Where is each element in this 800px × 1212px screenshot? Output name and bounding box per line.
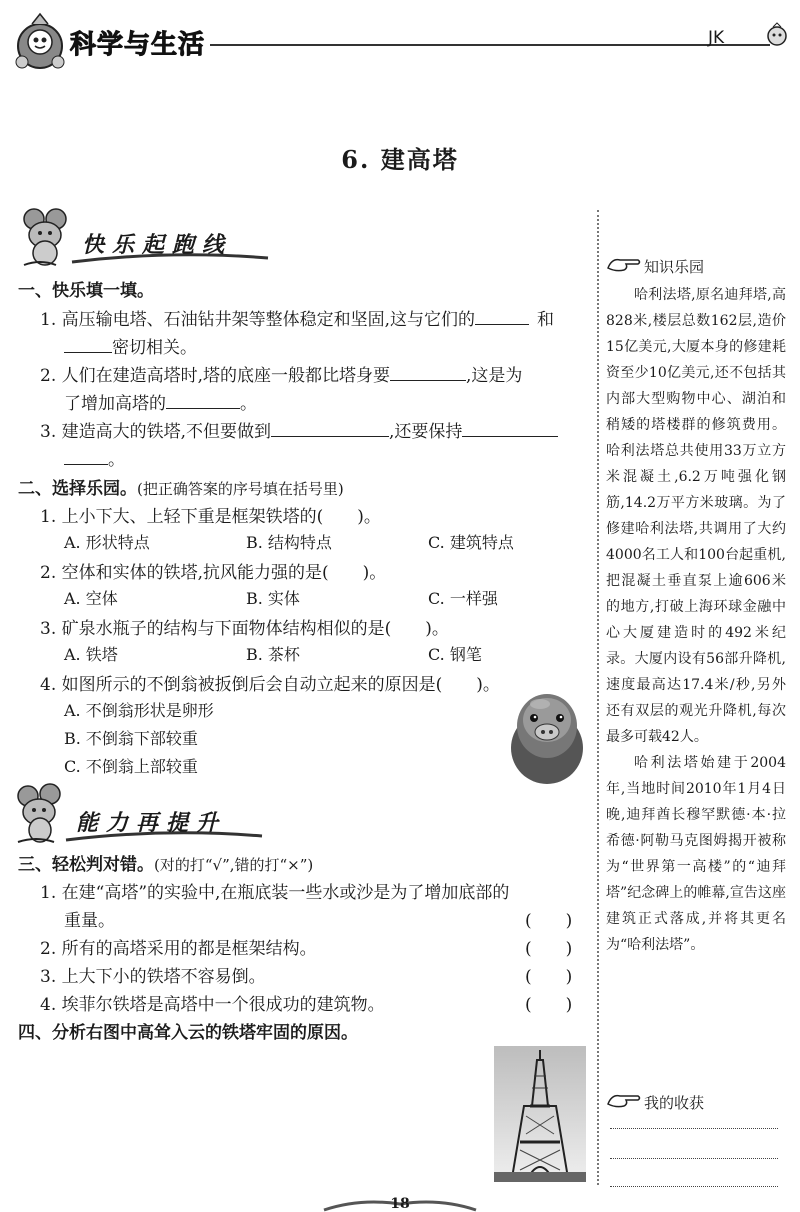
mascot-small-icon xyxy=(764,22,790,48)
tumbler-toy-icon xyxy=(506,690,588,786)
knowledge-para-2: 哈利法塔始建于2004年,当地时间2010年1月4日晚,迪拜酋长穆罕默德·本·拉希德·阿勒马克图姆揭开被称为“世界第一高楼”的“迪拜塔”纪念碑上的帷幕,宣告这座建筑正式落成,并将其更名为“哈利法塔”。 xyxy=(606,755,786,953)
header-tag: JK xyxy=(708,28,725,48)
mascot-icon xyxy=(8,12,72,76)
choice-q3-b[interactable]: B. 茶杯 xyxy=(246,645,300,664)
choice-q4-a[interactable]: A. 不倒翁形状是卵形 xyxy=(64,701,214,720)
harvest-title: 我的收获 xyxy=(644,1094,705,1112)
fill-heading: 一、快乐填一填。 xyxy=(18,281,154,301)
judge-heading: 三、轻松判对错。(对的打“√”,错的打“×”) xyxy=(18,855,314,875)
pointing-hand-icon xyxy=(606,1090,642,1110)
page-number: 18 xyxy=(390,1196,410,1212)
choice-q3: 3. 矿泉水瓶子的结构与下面物体结构相似的是( )。 xyxy=(40,619,449,639)
knowledge-para-1: 哈利法塔,原名迪拜塔,高828米,楼层总数162层,造价15亿美元,大厦本身的修建耗资至少10亿美元,还不包括其内部大型购物中心、湖泊和稍矮的塔楼群的修筑费用。哈利法塔总共使用33万立方米混凝土,6.2万吨强化钢筋,14.2万平方米玻璃。为了修建哈利法塔,共调用了大约4000名工人和100台起重机,把混凝土垂直泵上逾606米的地方,打破上海环球金融中心大厦建造时的492米纪录。大厦内设有56部升降机,速度最高达17.4米/秒,另外还有双层的观光升降机,每次最多可载42人。 xyxy=(606,287,786,745)
lesson-title: 6. 建高塔 xyxy=(341,145,459,174)
header-rule xyxy=(210,44,770,46)
judge-q1: 1. 在建“高塔”的实验中,在瓶底装一些水或沙是为了增加底部的 xyxy=(40,883,510,903)
banner-improve: 能力再提升 xyxy=(76,810,227,836)
knowledge-title: 知识乐园 xyxy=(644,258,705,276)
column-separator xyxy=(597,210,599,1185)
choice-q3-c[interactable]: C. 钢笔 xyxy=(428,645,482,664)
banner-start: 快乐起跑线 xyxy=(82,232,233,258)
harvest-line[interactable] xyxy=(610,1128,778,1129)
choice-q2-b[interactable]: B. 实体 xyxy=(246,589,300,608)
blank[interactable] xyxy=(462,420,558,437)
choice-q4-b[interactable]: B. 不倒翁下部较重 xyxy=(64,729,198,748)
choice-q2-a[interactable]: A. 空体 xyxy=(64,589,118,608)
analyze-heading: 四、分析右图中高耸入云的铁塔牢固的原因。 xyxy=(18,1023,358,1043)
fill-q2: 2. 人们在建造高塔时,塔的底座一般都比塔身要 ,这是为 xyxy=(40,366,523,386)
choice-q1-a[interactable]: A. 形状特点 xyxy=(64,533,150,552)
fill-q3-cont: 。 xyxy=(64,445,125,470)
judge-q2-answer[interactable]: ( ) xyxy=(525,939,573,959)
choice-q1: 1. 上小下大、上轻下重是框架铁塔的( )。 xyxy=(40,507,381,527)
choice-heading: 二、选择乐园。(把正确答案的序号填在括号里) xyxy=(18,479,344,499)
choice-q1-c[interactable]: C. 建筑特点 xyxy=(428,533,514,552)
blank[interactable] xyxy=(166,392,240,409)
blank[interactable] xyxy=(271,420,389,437)
judge-q3: 3. 上大下小的铁塔不容易倒。 xyxy=(40,967,266,987)
blank[interactable] xyxy=(64,336,112,353)
fill-q2-cont: 了增加高塔的 。 xyxy=(64,394,257,414)
harvest-line[interactable] xyxy=(610,1158,778,1159)
choice-q2: 2. 空体和实体的铁塔,抗风能力强的是( )。 xyxy=(40,563,387,583)
harvest-line[interactable] xyxy=(610,1186,778,1187)
blank[interactable] xyxy=(475,308,529,325)
blank[interactable] xyxy=(64,448,108,465)
eiffel-tower-icon xyxy=(494,1046,586,1182)
judge-q3-answer[interactable]: ( ) xyxy=(525,967,573,987)
judge-q4-answer[interactable]: ( ) xyxy=(525,995,573,1015)
judge-q1-answer[interactable]: ( ) xyxy=(525,911,573,931)
choice-q3-a[interactable]: A. 铁塔 xyxy=(64,645,118,664)
judge-q1-cont: 重量。 xyxy=(64,911,115,931)
judge-q2: 2. 所有的高塔采用的都是框架结构。 xyxy=(40,939,317,959)
blank[interactable] xyxy=(390,364,466,381)
fill-q1-cont: 密切相关。 xyxy=(64,333,197,358)
choice-q4-c[interactable]: C. 不倒翁上部较重 xyxy=(64,757,198,776)
judge-q4: 4. 埃菲尔铁塔是高塔中一个很成功的建筑物。 xyxy=(40,995,385,1015)
pointing-hand-icon xyxy=(606,254,642,274)
knowledge-text xyxy=(606,282,786,958)
choice-q2-c[interactable]: C. 一样强 xyxy=(428,589,498,608)
choice-q4: 4. 如图所示的不倒翁被扳倒后会自动立起来的原因是( )。 xyxy=(40,675,500,695)
header-title: 科学与生活 xyxy=(70,30,206,60)
fill-q3: 3. 建造高大的铁塔,不但要做到 ,还要保持 xyxy=(40,417,558,442)
fill-q1: 1. 高压输电塔、石油钻井架等整体稳定和坚固,这与它们的 和 xyxy=(40,310,555,330)
choice-q1-b[interactable]: B. 结构特点 xyxy=(246,533,332,552)
